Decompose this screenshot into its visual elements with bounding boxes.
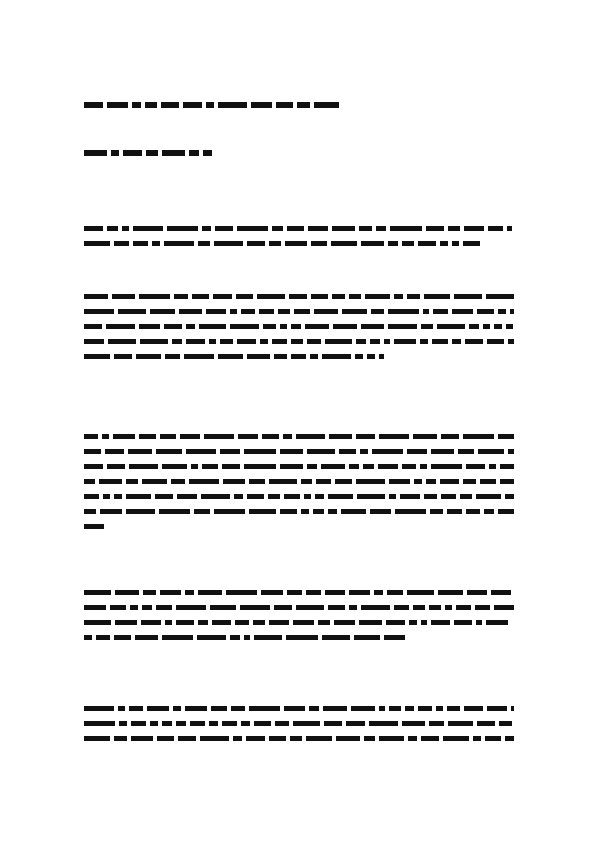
text-line [84,734,514,743]
text-line [84,239,484,248]
text-line [84,307,514,316]
text-line [84,618,514,627]
text-line [84,462,514,471]
text-line [84,292,514,301]
text-line [84,322,514,331]
text-line [84,522,104,531]
text-line [84,447,514,456]
text-line [84,224,512,233]
text-line [84,100,339,109]
text-line [84,352,384,361]
text-line [84,337,514,346]
text-line [84,432,514,441]
text-line [84,633,406,642]
text-line [84,507,514,516]
text-line [84,588,514,597]
text-line [84,603,514,612]
text-line [84,719,514,728]
text-line [84,492,514,501]
text-line [84,477,514,486]
text-line [84,148,212,157]
text-line [84,704,514,713]
